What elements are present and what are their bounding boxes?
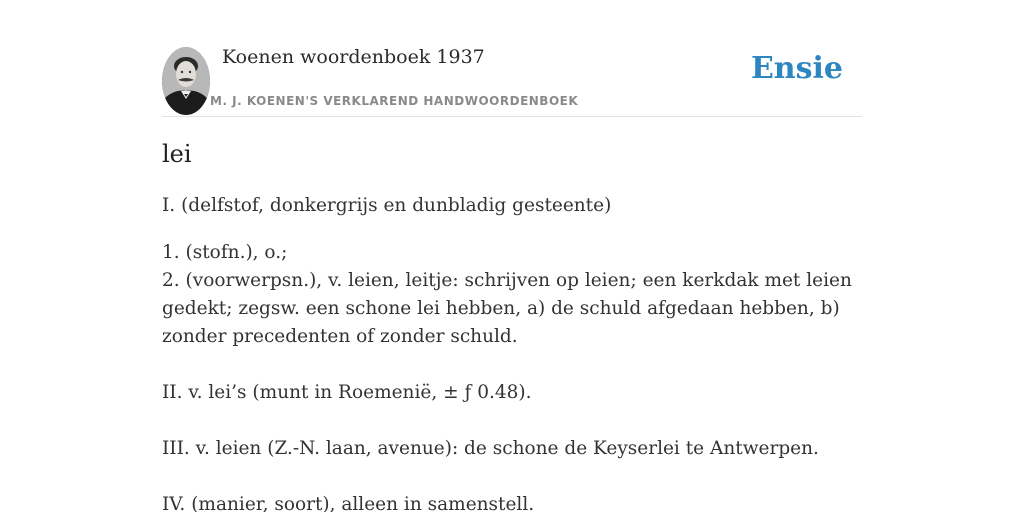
spacer (162, 407, 862, 435)
spacer (162, 463, 862, 491)
headword: lei (162, 140, 192, 168)
entry-subsection-2: 2. (voorwerpsn.), v. leien, leitje: schrijven op leien; een kerkdak met leien gedekt; zegsw. een schone lei hebben, a) de schuld afgedaan hebben, b) zonder precedenten of zonder schuld. (162, 270, 852, 347)
author-portrait (162, 47, 210, 115)
entry-body (162, 192, 862, 512)
entry-section-1: I. (delfstof, donkergrijs en dunbladig gesteente) (162, 195, 612, 216)
entry-section-3: III. v. leien (Z.-N. laan, avenue): de schone de Keyserlei te Antwerpen. (162, 438, 819, 459)
entry-section-2: II. v. lei’s (munt in Roemenië, ± ƒ 0.48). (162, 382, 532, 403)
page-container (162, 0, 862, 512)
book-title[interactable]: Koenen woordenboek 1937 (222, 46, 485, 68)
dictionary-header (162, 0, 862, 117)
spacer (162, 351, 862, 379)
entry-subsection-1: 1. (stofn.), o.; (162, 242, 288, 263)
book-subtitle: M. J. KOENEN'S VERKLAREND HANDWOORDENBOEK (210, 94, 579, 108)
brand-logo-link[interactable]: Ensie (750, 51, 843, 86)
entry-section-4: IV. (manier, soort), alleen in samenstell. (162, 494, 535, 512)
